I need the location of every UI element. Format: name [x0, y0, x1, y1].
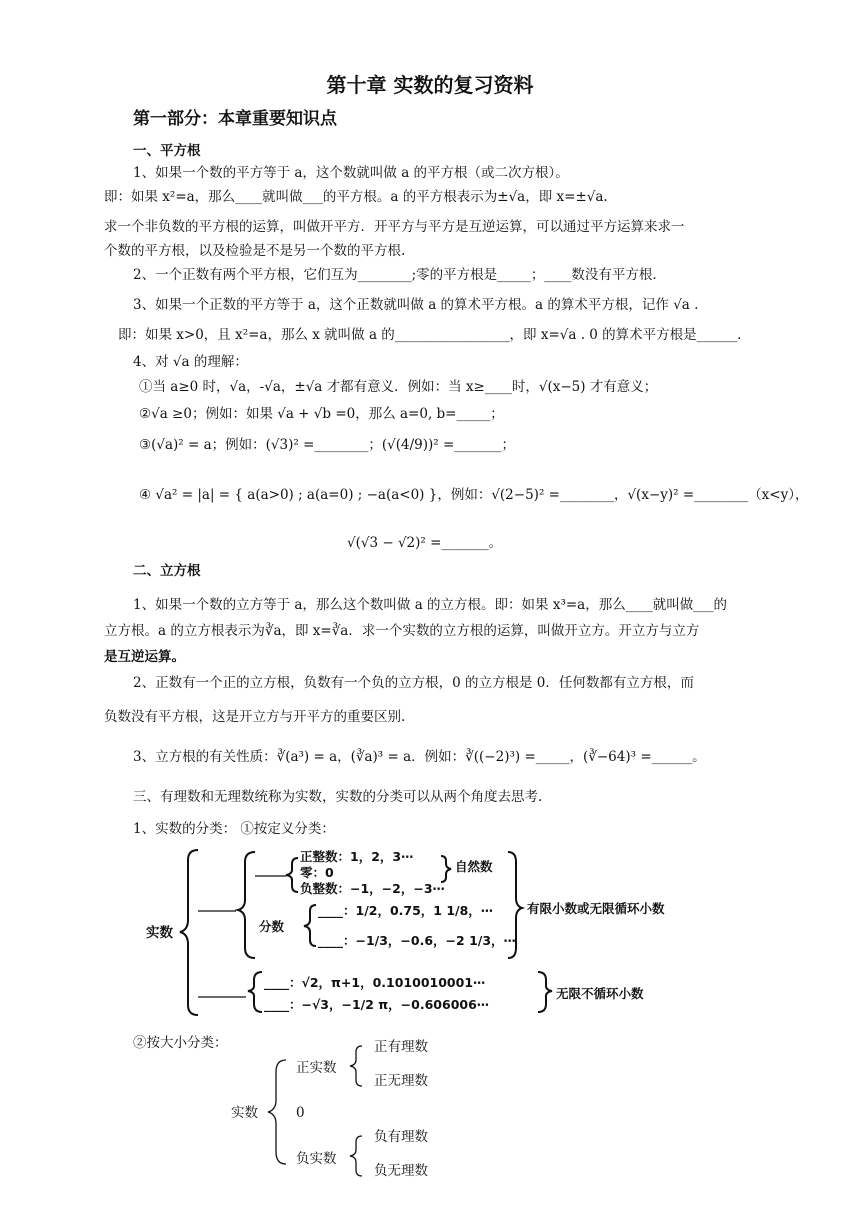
paragraph: 立方根。a 的立方根表示为∛a，即 x=∛a．求一个实数的立方根的运算，叫做开立方。开立方与立方	[104, 623, 700, 639]
paragraph: ②√a ≥0；例如：如果 √a + √b =0，那么 a=0, b=_____；	[139, 406, 504, 422]
paragraph: 4、对 √a 的理解：	[133, 354, 248, 370]
tree1-natural: 自然数	[455, 859, 493, 874]
tree1-positive-irrationals: ____：√2，π+1，0.1010010001⋯	[264, 975, 486, 990]
part-heading: 第一部分：本章重要知识点	[133, 109, 337, 129]
paragraph: ③(√a)² = a；例如：(√3)² =________；(√(4/9))² =_______；	[139, 437, 516, 453]
tree1-infinite-decimals: 无限不循环小数	[556, 986, 644, 1001]
paragraph: 即：如果 x>0，且 x²=a，那么 x 就叫做 a 的_________________，即 x=√a . 0 的算术平方根是______.	[118, 327, 742, 343]
paragraph: 2、正数有一个正的立方根，负数有一个负的立方根，0 的立方根是 0．任何数都有立方根，而	[133, 675, 694, 691]
tree2-negative-irrational: 负无理数	[374, 1163, 428, 1179]
tree1-zero: 零：0	[300, 865, 334, 880]
paragraph: 2、一个正数有两个平方根，它们互为________;零的平方根是_____；____数没有平方根.	[133, 267, 657, 283]
paragraph: 个数的平方根，以及检验是不是另一个数的平方根.	[104, 243, 406, 259]
paragraph: 负数没有平方根，这是开立方与开平方的重要区别.	[104, 709, 406, 725]
paragraph: ④ √a² = |a| = { a(a>0) ; a(a=0) ; −a(a<0) }，例如：√(2−5)² =________，√(x−y)² =________（x<y），	[139, 487, 809, 503]
paragraph: 即：如果 x²=a，那么____就叫做___的平方根。a 的平方根表示为±√a，即 x=±√a.	[104, 189, 608, 205]
tree1-negative-irrationals: ____：−√3，−1/2 π，−0.606006⋯	[264, 997, 490, 1012]
tree1-positive-integers: 正整数：1，2，3⋯	[300, 849, 414, 864]
section-heading-cube-root: 二、立方根	[133, 563, 201, 579]
tree1-finite-decimals: 有限小数或无限循环小数	[527, 901, 665, 916]
section-heading-real-numbers: 三、有理数和无理数统称为实数，实数的分类可以从两个角度去思考.	[133, 789, 543, 805]
section-heading-square-root: 一、平方根	[133, 143, 201, 159]
paragraph: 求一个非负数的平方根的运算，叫做开平方．开平方与平方是互逆运算，可以通过平方运算来求一	[104, 219, 685, 235]
paragraph: ①当 a≥0 时，√a，-√a，±√a 才都有意义．例如：当 x≥____时，√(x−5) 才有意义；	[139, 379, 658, 395]
tree2-root: 实数	[231, 1105, 258, 1121]
page-title: 第十章 实数的复习资料	[326, 73, 534, 97]
paragraph: 1、如果一个数的立方等于 a，那么这个数叫做 a 的立方根。即：如果 x³=a，那么____就叫做___的	[133, 597, 727, 613]
paragraph: 是互逆运算。	[104, 649, 185, 665]
tree2-positive-rational: 正有理数	[374, 1039, 428, 1055]
tree2-negative-real: 负实数	[296, 1151, 337, 1167]
tree1-root: 实数	[146, 925, 173, 941]
tree2-zero: 0	[296, 1105, 305, 1121]
paragraph: √(√3 − √2)² =_______。	[347, 535, 503, 551]
paragraph: 3、如果一个正数的平方等于 a，这个正数就叫做 a 的算术平方根。a 的算术平方根，记作 √a .	[133, 297, 699, 313]
tree2-negative-rational: 负有理数	[374, 1129, 428, 1145]
tree1-negative-integers: 负整数：−1，−2，−3⋯	[300, 881, 446, 896]
tree2-positive-real: 正实数	[296, 1060, 337, 1076]
tree1-fraction: 分数	[259, 919, 285, 934]
paragraph: 1、如果一个数的平方等于 a，这个数就叫做 a 的平方根（或二次方根）。	[133, 165, 569, 181]
paragraph: ②按大小分类：	[133, 1035, 228, 1051]
tree1-positive-fractions: ____：1/2，0.75，1 1/8，⋯	[318, 903, 494, 918]
tree2-positive-irrational: 正无理数	[374, 1073, 428, 1089]
tree1-negative-fractions: ____：−1/3，−0.6，−2 1/3，⋯	[318, 933, 517, 948]
paragraph: 3、立方根的有关性质：∛(a³) = a，(∛a)³ = a．例如：∛((−2)³) =_____，(∛−64)³ =______。	[133, 749, 706, 765]
paragraph: 1、实数的分类： ①按定义分类：	[133, 821, 335, 837]
